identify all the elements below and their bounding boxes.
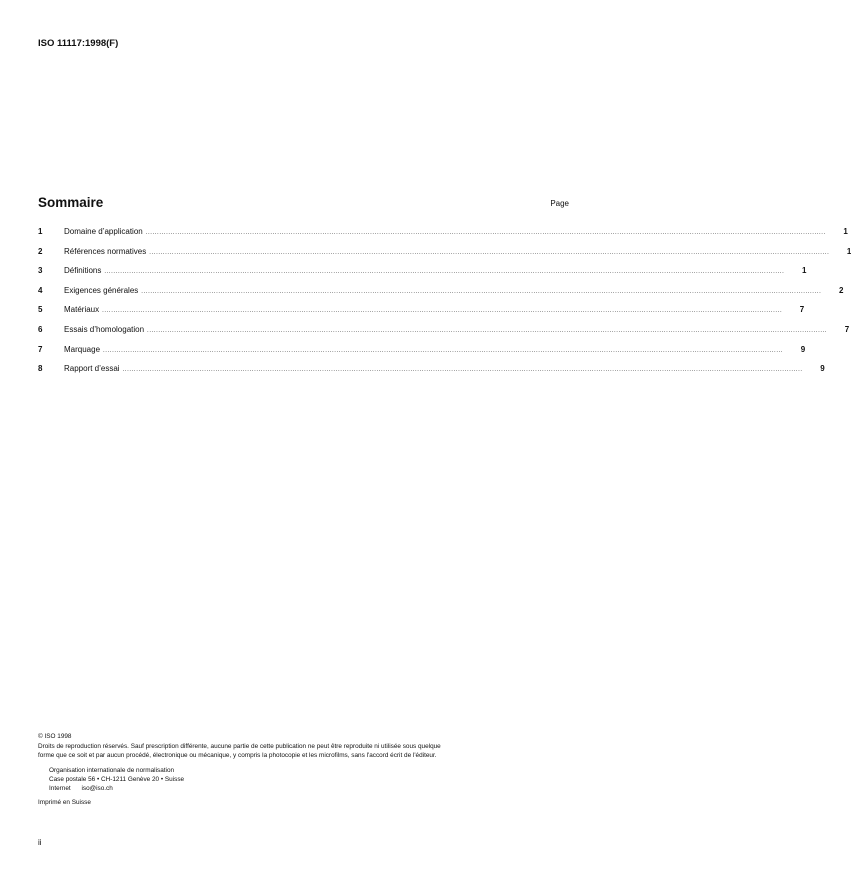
- dot-leader: ............................................................................................................................................................................................................................................................................................................: [141, 288, 822, 295]
- toc-entry-page: 1: [846, 246, 851, 256]
- page-number: ii: [38, 838, 42, 847]
- email-link[interactable]: iso@iso.ch: [81, 785, 113, 792]
- toc-entry-number: 7: [38, 344, 43, 354]
- dot-leader: ............................................................................................................................................................................................................................................................................................................: [149, 249, 830, 256]
- dot-leader: ............................................................................................................................................................................................................................................................................................................: [145, 230, 826, 236]
- toc-entry-title[interactable]: Marquage: [64, 344, 101, 354]
- toc-entry-title[interactable]: Exigences générales: [64, 285, 139, 295]
- copyright: © ISO 1998: [38, 733, 72, 740]
- dot-leader: ............................................................................................................................................................................................................................................................................................................: [122, 367, 803, 374]
- toc-entry[interactable]: [38, 285, 844, 298]
- document-id: ISO 11117:1998(F): [38, 38, 119, 49]
- rights-line-1: Droits de reproduction réservés. Sauf prescription différente, aucune partie de cette publication ne peut être reproduite ni utilisée sous quelque: [38, 743, 441, 750]
- toc-entry-number: 4: [38, 285, 43, 295]
- toc-entry-page: 9: [820, 364, 825, 374]
- contents-title: Sommaire: [38, 195, 104, 210]
- toc-entry[interactable]: [38, 344, 806, 357]
- toc-entry-title[interactable]: Domaine d’application: [64, 227, 143, 236]
- toc-entry[interactable]: [38, 227, 848, 239]
- toc-entry-number: 6: [38, 325, 43, 334]
- toc-entry[interactable]: [38, 266, 807, 278]
- rights-line-2: forme que ce soit et par aucun procédé, électronique ou mécanique, y compris la photocopie et les microfilms, sans l'accord écrit de l'éditeur.: [38, 752, 437, 759]
- organisation: Organisation internationale de normalisation: [49, 767, 175, 774]
- toc-entry-number: 3: [38, 266, 43, 276]
- toc-entry-title[interactable]: Références normatives: [64, 246, 147, 256]
- toc-entry-page: 7: [799, 305, 805, 315]
- address: Case postale 56 • CH-1211 Genève 20 • Suisse: [49, 776, 185, 783]
- toc-entry-page: 1: [802, 266, 807, 276]
- toc-entry[interactable]: [38, 364, 825, 376]
- internet-label: Internet: [49, 785, 71, 792]
- dot-leader: ............................................................................................................................................................................................................................................................................................................: [147, 328, 828, 334]
- toc-entry-page: 1: [843, 227, 848, 236]
- toc-entry[interactable]: [38, 325, 850, 337]
- toc-entry[interactable]: [38, 246, 851, 259]
- toc-entry-title[interactable]: Définitions: [64, 266, 102, 276]
- printed-in: Imprimé en Suisse: [38, 799, 91, 806]
- toc-entry-page: 2: [838, 285, 844, 295]
- toc-entry-title[interactable]: Rapport d’essai: [64, 364, 120, 374]
- toc-entry[interactable]: [38, 305, 805, 317]
- toc-entry-number: 5: [38, 305, 43, 315]
- toc-entry-title[interactable]: Essais d’homologation: [64, 325, 145, 334]
- toc-entry-page: 9: [800, 344, 806, 354]
- toc-entry-number: 1: [38, 227, 43, 236]
- toc-entry-page: 7: [844, 325, 850, 334]
- page-column-label: Page: [550, 199, 569, 208]
- dot-leader: ............................................................................................................................................................................................................................................................................................................: [103, 347, 784, 354]
- dot-leader: ............................................................................................................................................................................................................................................................................................................: [102, 308, 783, 315]
- toc-entry-number: 8: [38, 364, 43, 374]
- toc-entry-title[interactable]: Matériaux: [64, 305, 100, 315]
- dot-leader: ............................................................................................................................................................................................................................................................................................................: [104, 269, 785, 276]
- toc-entry-number: 2: [38, 246, 43, 256]
- internet-row: [49, 785, 113, 792]
